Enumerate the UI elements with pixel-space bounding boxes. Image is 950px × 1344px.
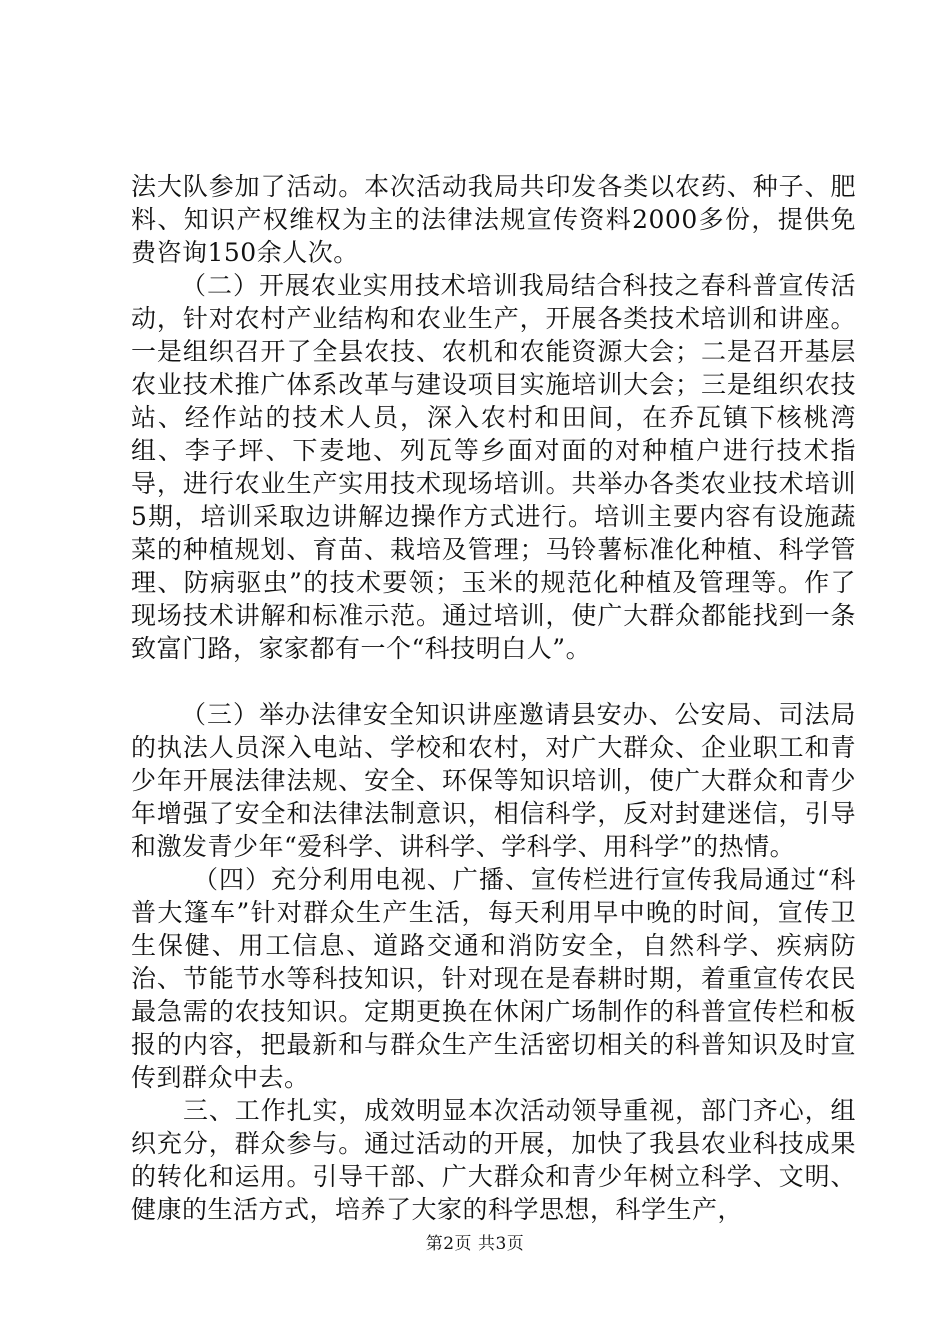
paragraph-work-results: 三、工作扎实，成效明显本次活动领导重视，部门齐心，组织充分，群众参与。通过活动的开展，加快了我县农业科技成果的转化和运用。引导干部、广大群众和青少年树立科学、文明、健康的生活方式，培养了大家的科学思想，科学生产， (131, 1096, 856, 1224)
document-body (131, 170, 856, 1226)
paragraph-legal-safety-lecture: （三）举办法律安全知识讲座邀请县安办、公安局、司法局的执法人员深入电站、学校和农村，对广大群众、企业职工和青少年开展法律法规、安全、环保等知识培训，使广大群众和青少年增强了安全和法律法制意识，相信科学，反对封建迷信，引导和激发青少年“爱科学、讲科学、学科学、用科学”的热情。 (131, 700, 856, 861)
page-number-footer: 第2页 共3页 (425, 1234, 525, 1254)
paragraph-media-publicity: （四）充分利用电视、广播、宣传栏进行宣传我局通过“科普大篷车”针对群众生产生活，每天利用早中晚的时间，宣传卫生保健、用工信息、道路交通和消防安全，自然科学、疾病防治、节能节水等科技知识，针对现在是春耕时期，着重宣传农民最急需的农技知识。定期更换在休闲广场制作的科普宣传栏和板报的内容，把最新和与群众生产生活密切相关的科普知识及时宣传到群众中去。 (131, 865, 856, 1092)
paragraph-technical-training: （二）开展农业实用技术培训我局结合科技之春科普宣传活动，针对农村产业结构和农业生产，开展各类技术培训和讲座。一是组织召开了全县农技、农机和农能资源大会；二是召开基层农业技术推广体系改革与建设项目实施培训大会；三是组织农技站、经作站的技术人员，深入农村和田间，在乔瓦镇下核桃湾组、李子坪、下麦地、列瓦等乡面对面的对种植户进行技术指导，进行农业生产实用技术现场培训。共举办各类农业技术培训5期，培训采取边讲解边操作方式进行。培训主要内容有设施蔬菜的种植规划、育苗、栽培及管理；马铃薯标准化种植、科学管理、防病驱虫”的技术要领；玉米的规范化种植及管理等。作了现场技术讲解和标准示范。通过培训，使广大群众都能找到一条致富门路，家家都有一个“科技明白人”。 (131, 271, 856, 663)
paragraph-spacer (131, 665, 856, 698)
paragraph-activity-summary: 法大队参加了活动。本次活动我局共印发各类以农药、种子、肥料、知识产权维权为主的法律法规宣传资料2000多份，提供免费咨询150余人次。 (131, 172, 856, 267)
